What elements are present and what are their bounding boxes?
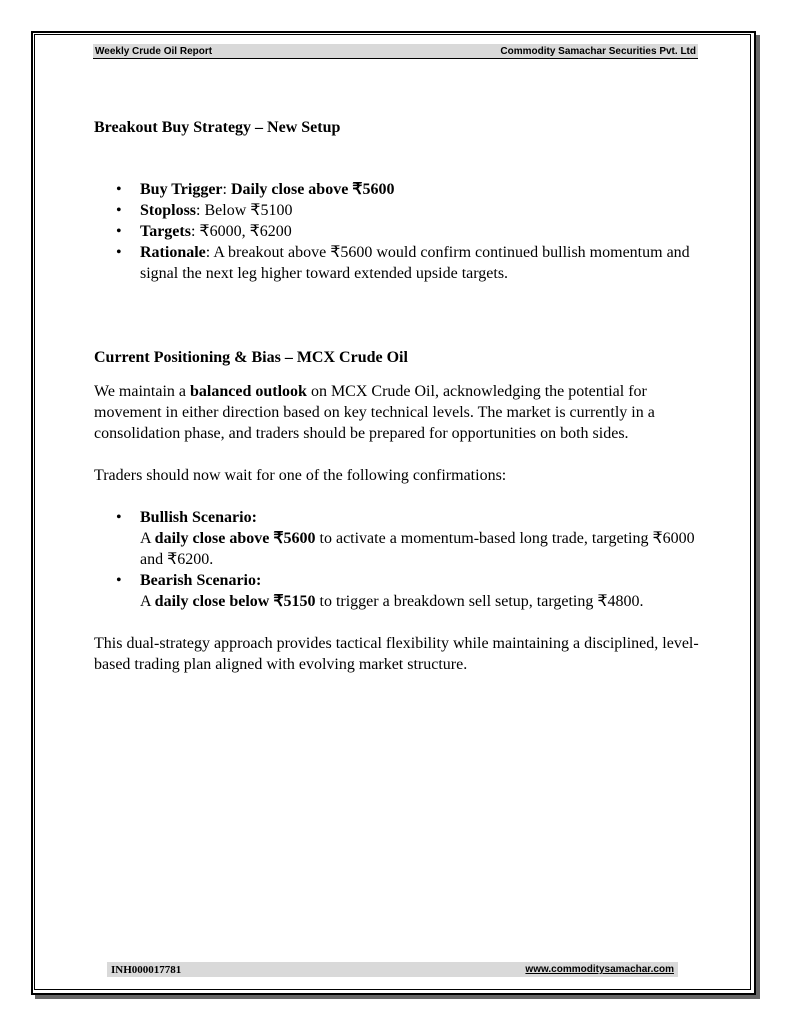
text-run: on MCX Crude Oil, acknowledging the potential for movement in either direction based on key technical levels. The market is currently in a consolidation phase, and traders should be prepared for opportunities on both sides. xyxy=(94,383,655,442)
list-item-bearish-scenario xyxy=(116,570,704,612)
bullet-icon: • xyxy=(116,181,122,198)
scenario-title: Bullish Scenario: xyxy=(140,509,257,526)
list-item-rationale xyxy=(116,242,704,284)
text-run: A xyxy=(140,593,155,610)
item-value: Below ₹5100 xyxy=(204,202,293,219)
item-separator: : xyxy=(205,244,214,261)
item-value: A breakout above ₹5600 would confirm continued bullish momentum and signal the next leg higher toward extended upside targets. xyxy=(140,244,690,282)
text-run-bold: balanced outlook xyxy=(190,383,307,400)
section-title-positioning-bias: Current Positioning & Bias – MCX Crude Oil xyxy=(94,349,408,366)
text-run-bold: daily close below ₹5150 xyxy=(154,593,316,610)
item-label: Stoploss xyxy=(140,202,197,219)
list-item-bullish-scenario xyxy=(116,507,704,570)
item-value: ₹6000, ₹6200 xyxy=(199,223,292,240)
bullet-icon: • xyxy=(116,244,122,261)
section-title-breakout-strategy: Breakout Buy Strategy – New Setup xyxy=(94,119,341,136)
footer-registration-number: INH000017781 xyxy=(111,963,182,976)
item-label: Rationale xyxy=(140,244,206,261)
header-company-name: Commodity Samachar Securities Pvt. Ltd xyxy=(500,45,696,57)
text-run: to activate a momentum-based long trade, targeting ₹6000 and ₹6200. xyxy=(140,530,695,568)
item-separator: : xyxy=(222,181,231,198)
bullet-icon: • xyxy=(116,223,122,240)
paragraph-closing: This dual-strategy approach provides tactical flexibility while maintaining a disciplined, level-based trading plan aligned with evolving market structure. xyxy=(94,635,699,673)
paragraph-wait: Traders should now wait for one of the following confirmations: xyxy=(94,467,507,484)
text-run: We maintain a xyxy=(94,383,191,400)
list-item-targets xyxy=(116,221,704,242)
item-value-bold: Daily close above ₹5600 xyxy=(230,181,395,198)
item-separator: : xyxy=(190,223,200,240)
scenario-list xyxy=(94,507,704,612)
bullet-icon: • xyxy=(116,202,122,219)
bullet-icon: • xyxy=(116,572,122,589)
item-label: Buy Trigger xyxy=(140,181,223,198)
header-report-title: Weekly Crude Oil Report xyxy=(95,45,213,57)
footer-website-link[interactable]: www.commoditysamachar.com xyxy=(525,964,674,975)
page-header xyxy=(93,44,698,59)
document-body xyxy=(94,113,704,675)
list-item-stoploss xyxy=(116,200,704,221)
paragraph-outlook xyxy=(94,381,704,444)
text-run: to trigger a breakdown sell setup, targeting ₹4800. xyxy=(315,593,644,610)
scenario-title: Bearish Scenario: xyxy=(140,572,262,589)
strategy-list xyxy=(94,179,704,284)
item-separator: : xyxy=(196,202,205,219)
text-run-bold: daily close above ₹5600 xyxy=(154,530,316,547)
page-footer xyxy=(107,962,678,977)
item-label: Targets xyxy=(140,223,191,240)
text-run: A xyxy=(140,530,155,547)
bullet-icon: • xyxy=(116,509,122,526)
list-item-buy-trigger xyxy=(116,179,704,200)
